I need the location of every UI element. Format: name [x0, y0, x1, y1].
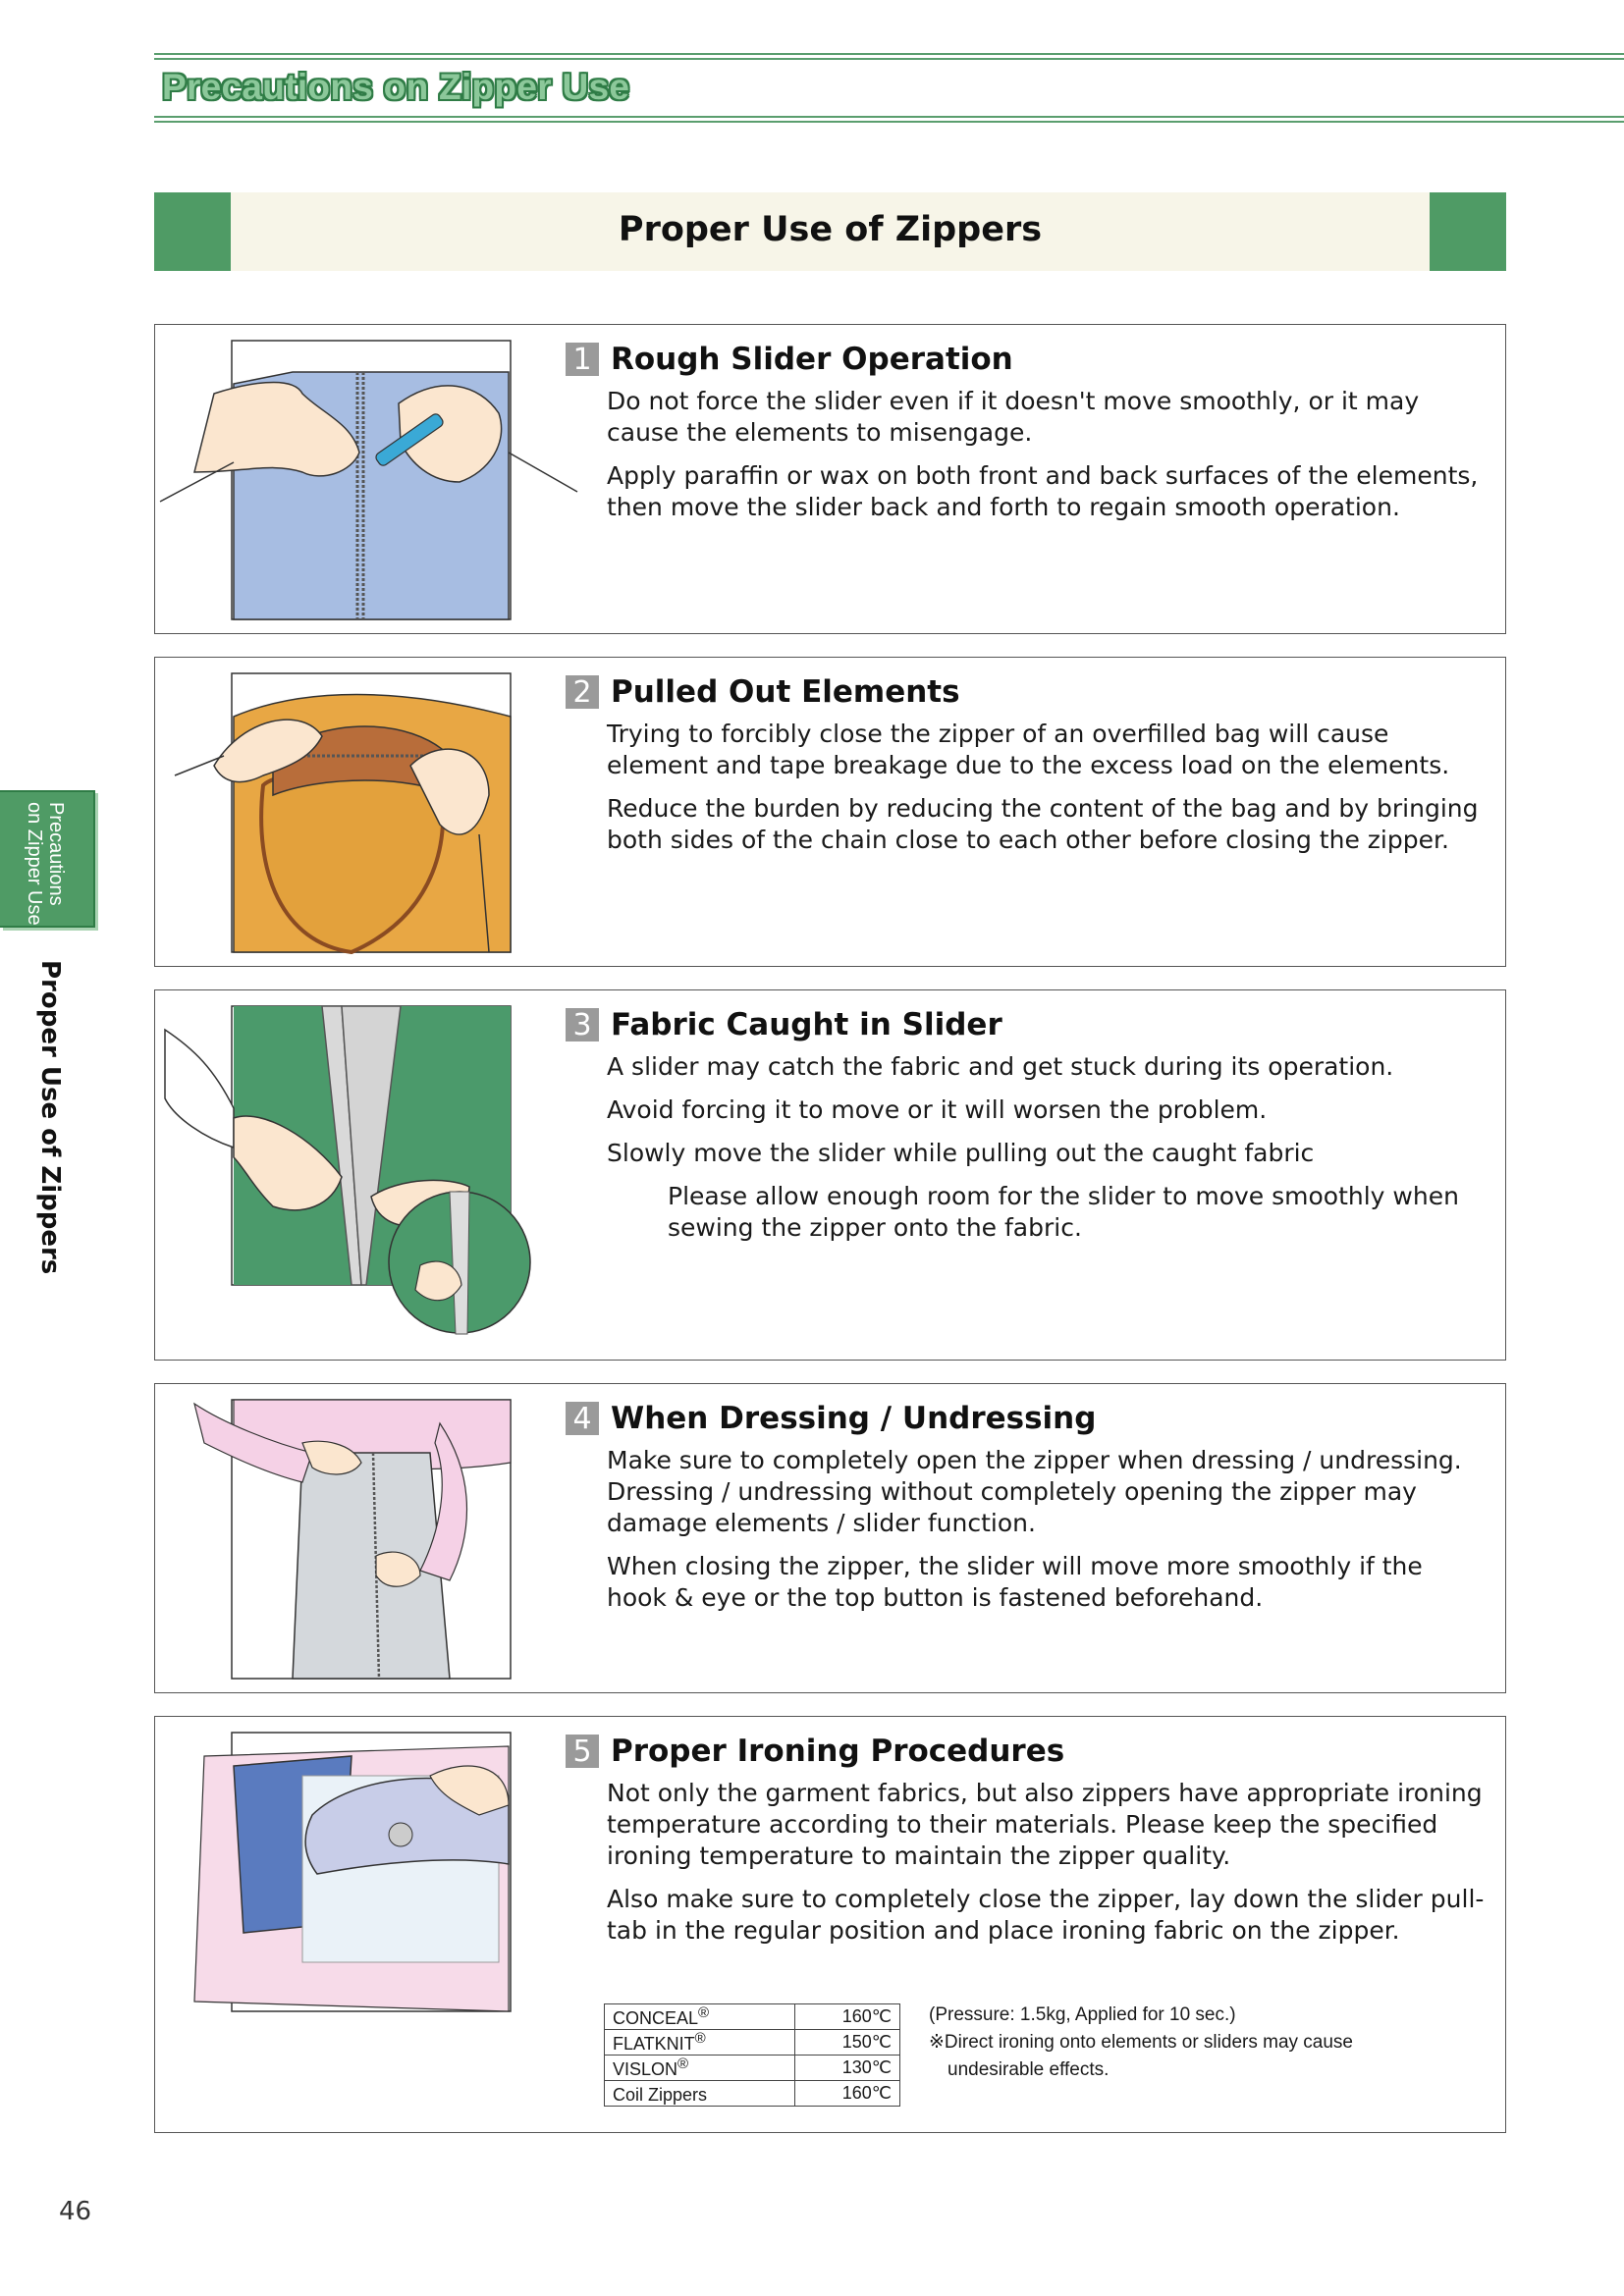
section-1-para-1: Do not force the slider even if it doesn't move smoothly, or it may cause the elements to misengage.	[607, 387, 1420, 447]
ironing-note-line2: ※Direct ironing onto elements or sliders may cause	[929, 2032, 1353, 2053]
section-title-3: Fabric Caught in Slider	[611, 1007, 1002, 1042]
section-heading-2	[566, 673, 1488, 711]
section-title-4: When Dressing / Undressing	[611, 1401, 1097, 1436]
section-content-4	[566, 1400, 1488, 1614]
illustration-dressing	[155, 1384, 587, 1692]
section-heading-5	[566, 1733, 1488, 1770]
table-row	[605, 2081, 900, 2107]
section-number-2: 2	[566, 675, 599, 709]
section-number-3: 3	[566, 1008, 599, 1041]
side-tab-text	[24, 802, 67, 926]
header-rule-bottom	[154, 116, 1624, 118]
table-cell-name: Coil Zippers	[605, 2081, 795, 2107]
header-rule-top2	[154, 58, 1624, 60]
section-title-5: Proper Ironing Procedures	[611, 1734, 1065, 1769]
illustration-fabric-caught	[155, 990, 587, 1360]
section-3-para-3: Slowly move the slider while pulling out the caught fabric	[607, 1139, 1315, 1167]
section-heading-4	[566, 1400, 1488, 1437]
table-cell-temp: 130℃	[795, 2056, 900, 2081]
section-content-1	[566, 341, 1488, 523]
ironing-note	[929, 2002, 1353, 2084]
section-content-3	[566, 1006, 1488, 1244]
table-cell-name: FLATKNIT®	[605, 2030, 795, 2056]
section-heading-1	[566, 341, 1488, 378]
table-row	[605, 2030, 900, 2056]
section-3-para-4: Please allow enough room for the slider to move smoothly when sewing the zipper onto the fabric.	[668, 1182, 1459, 1242]
illustration-overfilled-bag	[155, 658, 587, 966]
section-4-para-1: Make sure to completely open the zipper when dressing / undressing. Dressing / undressing without completely opening the zipper may damage elements / slider function.	[607, 1446, 1462, 1537]
section-banner	[154, 192, 1506, 271]
section-1-para-2: Apply paraffin or wax on both front and back surfaces of the elements, then move the slider back and forth to regain smooth operation.	[607, 461, 1479, 521]
side-vertical-title: Proper Use of Zippers	[35, 960, 65, 1275]
section-3-para-2: Avoid forcing it to move or it will worsen the problem.	[607, 1095, 1268, 1124]
table-cell-temp: 160℃	[795, 2081, 900, 2107]
table-row	[605, 2004, 900, 2030]
side-tab-line2: on Zipper Use	[24, 802, 45, 926]
header-rule-top	[154, 53, 1624, 55]
banner-title: Proper Use of Zippers	[618, 210, 1043, 249]
section-content-2	[566, 673, 1488, 856]
ironing-note-line1: (Pressure: 1.5kg, Applied for 10 sec.)	[929, 2004, 1236, 2025]
ironing-temperature-table	[604, 2003, 900, 2107]
table-cell-temp: 160℃	[795, 2004, 900, 2030]
section-card-2	[154, 657, 1506, 967]
side-chapter-tab[interactable]	[0, 790, 95, 928]
section-2-para-1: Trying to forcibly close the zipper of an overfilled bag will cause element and tape breakage due to the excess load on the elements.	[607, 720, 1450, 779]
section-heading-3	[566, 1006, 1488, 1043]
table-cell-name: VISLON®	[605, 2056, 795, 2081]
section-card-5	[154, 1716, 1506, 2133]
section-3-para-1: A slider may catch the fabric and get stuck during its operation.	[607, 1052, 1394, 1081]
section-2-para-2: Reduce the burden by reducing the content of the bag and by bringing both sides of the chain close to each other before closing the zipper.	[607, 794, 1479, 854]
section-number-1: 1	[566, 343, 599, 376]
section-card-3	[154, 989, 1506, 1361]
section-title-2: Pulled Out Elements	[611, 674, 960, 710]
table-cell-name: CONCEAL®	[605, 2004, 795, 2030]
section-5-para-1: Not only the garment fabrics, but also zippers have appropriate ironing temperature according to their materials. Please keep the specified ironing temperature to maintain the zipper quality.	[607, 1779, 1483, 1870]
table-cell-temp: 150℃	[795, 2030, 900, 2056]
section-5-para-2: Also make sure to completely close the zipper, lay down the slider pull-tab in the regular position and place ironing fabric on the zipper.	[607, 1885, 1485, 1945]
section-card-1	[154, 324, 1506, 634]
page-number: 46	[59, 2197, 92, 2226]
section-4-para-2: When closing the zipper, the slider will move more smoothly if the hook & eye or the top button is fastened beforehand.	[607, 1552, 1423, 1612]
section-title-1: Rough Slider Operation	[611, 342, 1013, 377]
section-number-5: 5	[566, 1735, 599, 1768]
section-content-5	[566, 1733, 1488, 1947]
illustration-ironing	[155, 1717, 587, 2132]
table-row	[605, 2056, 900, 2081]
ironing-note-line3: undesirable effects.	[947, 2059, 1110, 2080]
header-rule-bottom2	[154, 121, 1624, 123]
side-tab-line1: Precautions	[45, 802, 67, 906]
section-card-4	[154, 1383, 1506, 1693]
page-header-title: Precautions on Zipper Use	[162, 67, 630, 107]
section-number-4: 4	[566, 1402, 599, 1435]
illustration-waxing-zipper	[155, 325, 587, 633]
